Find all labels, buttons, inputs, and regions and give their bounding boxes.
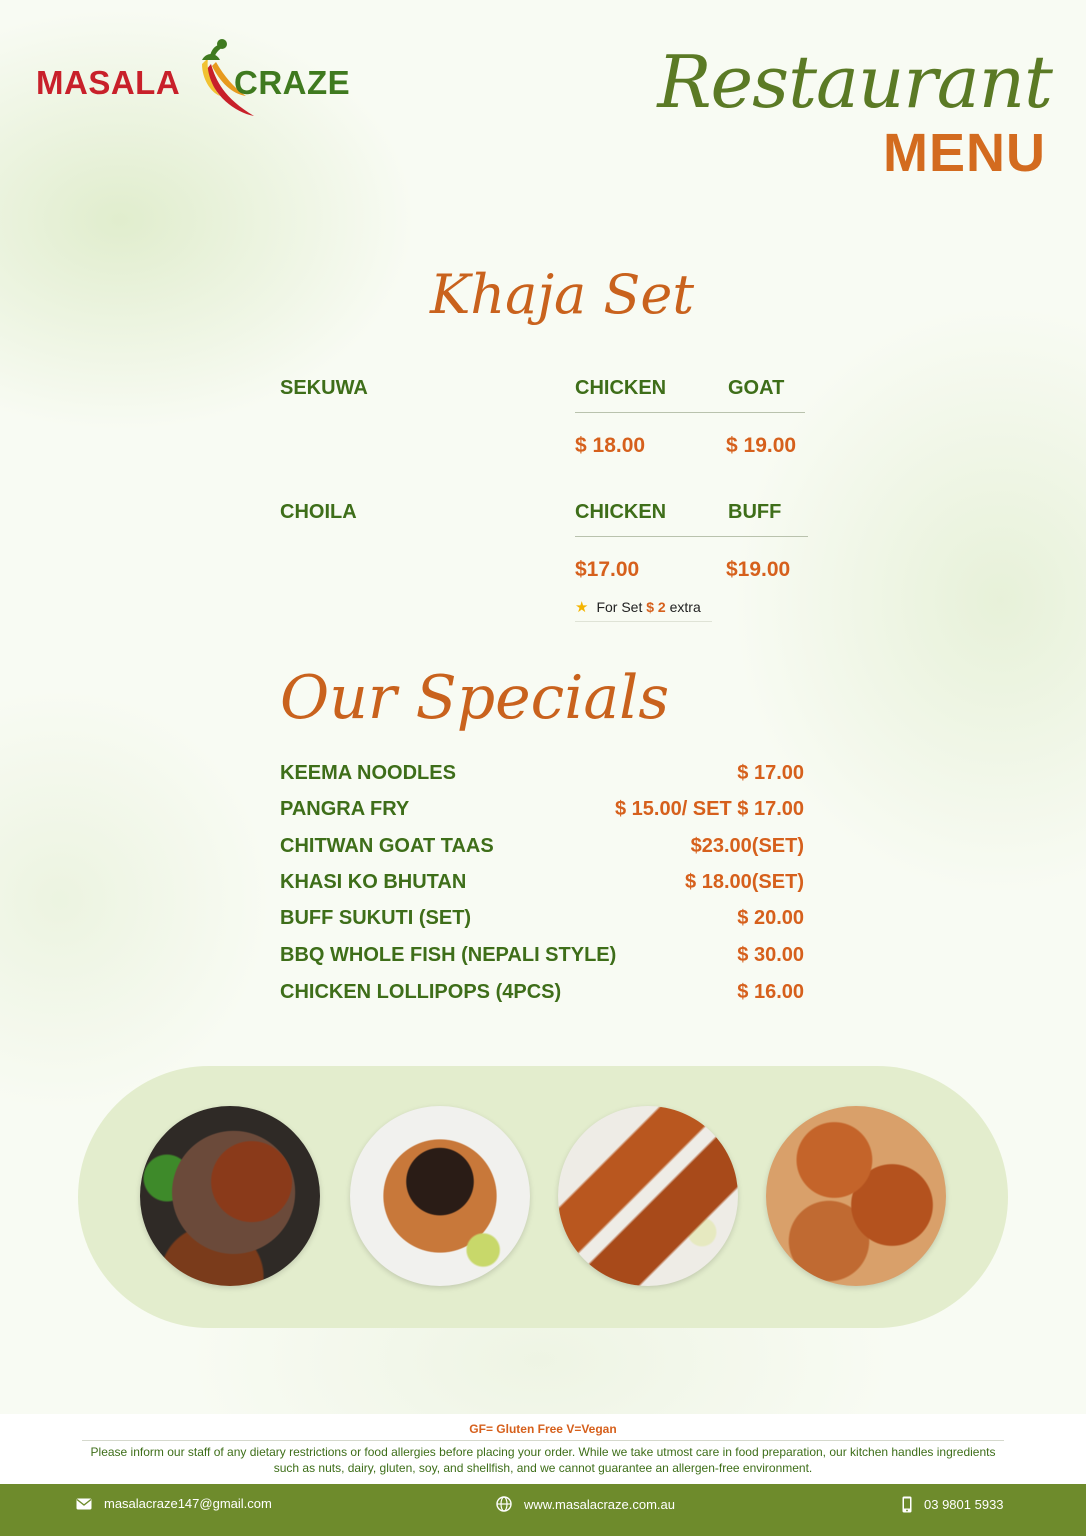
header-title: MENU	[883, 123, 1046, 183]
note-divider	[575, 621, 712, 622]
special-item-name: PANGRA FRY	[280, 798, 410, 820]
special-item-price: $ 20.00	[737, 907, 804, 929]
logo-word-masala: MASALA	[36, 64, 181, 101]
allergen-disclaimer: Please inform our staff of any dietary restrictions or food allergies before placing your order. While we take utmost care in food preparation, our kitchen handles ingredients such as nuts, dairy, gluten, soy, and shellfish, and we cannot guarantee an allergen-free environment.	[90, 1445, 996, 1475]
globe-icon	[496, 1496, 512, 1512]
grilled-fish-photo	[558, 1106, 738, 1286]
logo-word-craze: CRAZE	[234, 64, 351, 101]
sekuwa-divider	[575, 412, 805, 413]
fried-chicken-photo	[766, 1106, 946, 1286]
special-item-price: $23.00(SET)	[690, 835, 804, 857]
special-item-price: $ 18.00(SET)	[685, 871, 804, 893]
sekuwa-col1: CHICKEN	[575, 377, 667, 399]
choila-col1: CHICKEN	[575, 501, 667, 523]
choila-name: CHOILA	[280, 501, 357, 523]
phone-text: 03 9801 5933	[924, 1497, 1004, 1512]
sekuwa-price2: $ 19.00	[726, 434, 797, 457]
website-text: www.masalacraze.com.au	[524, 1496, 675, 1512]
special-item-price: $ 30.00	[737, 944, 804, 966]
dietary-legend: GF= Gluten Free V=Vegan	[469, 1422, 617, 1436]
note-suffix: extra	[669, 599, 701, 615]
contact-phone[interactable]	[902, 1496, 1004, 1513]
special-item-name: BUFF SUKUTI (SET)	[280, 907, 472, 929]
set-extra-note	[575, 598, 701, 616]
special-item-name: BBQ WHOLE FISH (NEPALI STYLE)	[280, 944, 617, 966]
special-item-name: CHICKEN LOLLIPOPS (4PCS)	[280, 981, 562, 1003]
header-script-title: Restaurant	[657, 40, 1052, 124]
choila-price2: $19.00	[726, 558, 791, 581]
note-amount: $ 2	[646, 599, 666, 615]
noodles-photo	[140, 1106, 320, 1286]
sekuwa-name: SEKUWA	[280, 377, 368, 399]
specials-section-title: Our Specials	[280, 663, 670, 733]
sekuwa-price1: $ 18.00	[575, 434, 646, 457]
special-item-name: KEEMA NOODLES	[280, 762, 456, 784]
sekuwa-col2: GOAT	[728, 377, 785, 399]
mail-icon	[76, 1498, 92, 1510]
rice-dish-photo	[350, 1106, 530, 1286]
special-item-price: $ 15.00/ SET $ 17.00	[614, 798, 804, 820]
contact-website[interactable]	[496, 1496, 675, 1512]
choila-col2: BUFF	[728, 501, 782, 523]
choila-divider	[575, 536, 808, 537]
note-prefix: For Set	[596, 599, 643, 615]
khaja-section-title: Khaja Set	[430, 263, 695, 326]
special-item-price: $ 17.00	[737, 762, 804, 784]
special-item-name: CHITWAN GOAT TAAS	[280, 835, 494, 857]
contact-email[interactable]	[76, 1496, 272, 1511]
phone-icon	[902, 1496, 912, 1513]
email-text: masalacraze147@gmail.com	[104, 1496, 272, 1511]
special-item-name: KHASI KO BHUTAN	[280, 871, 467, 893]
special-item-price: $ 16.00	[737, 981, 804, 1003]
brand-logo	[36, 36, 366, 126]
footer-divider	[82, 1440, 1004, 1441]
star-icon: ★	[575, 599, 589, 616]
food-photo-panel	[78, 1066, 1008, 1328]
choila-price1: $17.00	[575, 558, 640, 581]
